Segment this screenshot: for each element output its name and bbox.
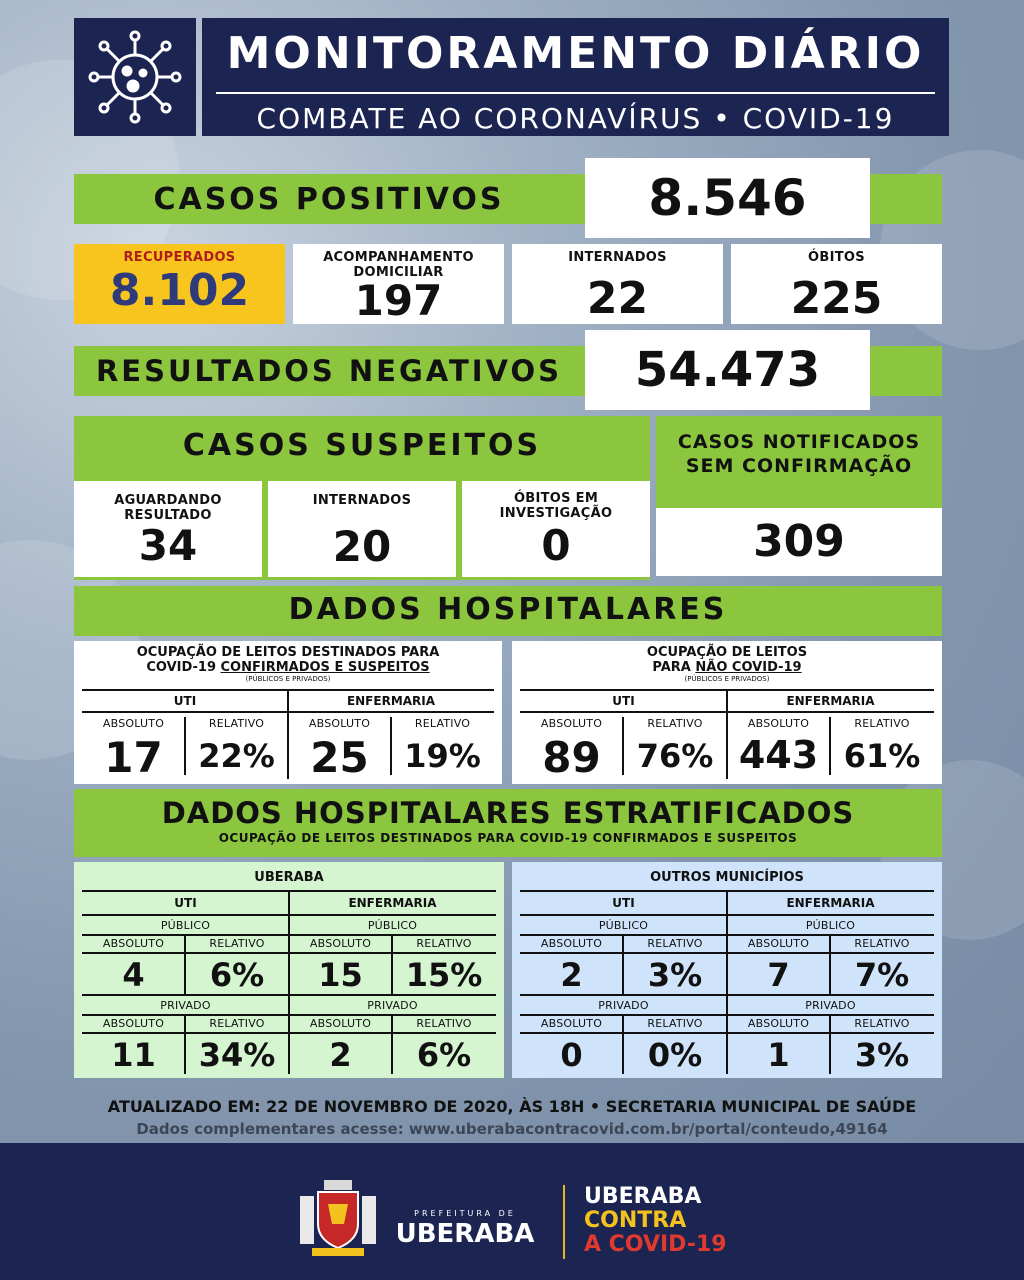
obitos-label: ÓBITOS (808, 250, 865, 265)
aguardando-value: 34 (138, 521, 198, 570)
divider (82, 914, 496, 916)
internados-value: 22 (586, 273, 649, 324)
divider (520, 711, 934, 713)
rel-label: RELATIVO (416, 937, 472, 950)
ou-enf-pub-rel: 7% (854, 956, 910, 994)
ou-uti-priv-rel: 0% (647, 1036, 703, 1074)
uberaba-table (74, 862, 504, 1078)
campaign-line-3: A COVID-19 (584, 1232, 727, 1257)
rel-label: RELATIVO (416, 1017, 472, 1030)
nao-covid-uti-abs: 89 (542, 733, 601, 782)
notificados-value-box (656, 508, 942, 576)
privado-label: PRIVADO (367, 999, 418, 1012)
divider (520, 1014, 934, 1016)
abs-label: ABSOLUTO (540, 717, 603, 730)
rel-label: RELATIVO (854, 937, 910, 950)
uberaba-wordmark: UBERABA (395, 1219, 535, 1249)
outros-title: OUTROS MUNICÍPIOS (650, 870, 804, 885)
covid-table-title: OCUPAÇÃO DE LEITOS DESTINADOS PARA COVID-19 CONFIRMADOS E SUSPEITOS (PÚBLICOS E PRIVADOS) (136, 645, 440, 683)
ub-uti-pub-rel: 6% (209, 956, 265, 994)
divider (82, 711, 494, 713)
estratificados-label: DADOS HOSPITALARES ESTRATIFICADOS (161, 796, 855, 830)
abs-label: ABSOLUTO (102, 937, 165, 950)
notificados-label: CASOS NOTIFICADOS SEM CONFIRMAÇÃO (677, 431, 921, 477)
ub-uti-priv-rel: 34% (198, 1036, 276, 1074)
abs-label: ABSOLUTO (309, 1017, 372, 1030)
obitos-card (731, 244, 942, 324)
abs-label: ABSOLUTO (309, 937, 372, 950)
ou-uti-pub-abs: 2 (560, 956, 583, 994)
rel-label: RELATIVO (647, 1017, 703, 1030)
rel-label: RELATIVO (647, 717, 703, 730)
enf-header: ENFERMARIA (786, 896, 875, 910)
ou-uti-pub-rel: 3% (647, 956, 703, 994)
negativos-value: 54.473 (634, 342, 821, 398)
coronavirus-icon (74, 18, 196, 136)
footer (0, 1143, 1024, 1280)
suspeitos-internados-label: INTERNADOS (312, 493, 412, 508)
ub-uti-pub-abs: 4 (122, 956, 145, 994)
covid-uti-rel: 22% (198, 737, 275, 775)
negativos-label: RESULTADOS NEGATIVOS (95, 354, 563, 388)
abs-label: ABSOLUTO (747, 1017, 810, 1030)
privado-label: PRIVADO (598, 999, 649, 1012)
update-text: ATUALIZADO EM: 22 DE NOVEMBRO DE 2020, ÀS 18H • SECRETARIA MUNICIPAL DE SAÚDE (107, 1097, 917, 1116)
uti-header: UTI (174, 896, 197, 910)
uti-header: UTI (173, 694, 197, 708)
nao-covid-enf-abs: 443 (738, 733, 819, 777)
covid-enf-rel: 19% (404, 737, 481, 775)
divider (82, 994, 496, 996)
rel-label: RELATIVO (414, 717, 471, 730)
prefeitura-label: PREFEITURA DE (414, 1209, 516, 1218)
abs-label: ABSOLUTO (308, 717, 371, 730)
divider (520, 914, 934, 916)
covid-enf-abs: 25 (310, 733, 369, 782)
publico-label: PÚBLICO (598, 919, 649, 932)
publico-label: PÚBLICO (367, 919, 418, 932)
page-title: MONITORAMENTO DIÁRIO (226, 28, 925, 79)
divider (520, 994, 934, 996)
rel-label: RELATIVO (647, 937, 703, 950)
obitos-investigacao-card (462, 481, 650, 577)
abs-label: ABSOLUTO (747, 717, 810, 730)
obitos-investigacao-value: 0 (541, 521, 571, 570)
recuperados-card (74, 244, 285, 324)
rel-label: RELATIVO (208, 717, 265, 730)
divider (520, 952, 934, 954)
abs-label: ABSOLUTO (102, 717, 165, 730)
ub-uti-priv-abs: 11 (111, 1036, 156, 1074)
ub-enf-pub-rel: 15% (405, 956, 483, 994)
domiciliar-label: ACOMPANHAMENTO DOMICILIAR (323, 250, 474, 280)
abs-label: ABSOLUTO (540, 1017, 603, 1030)
header-banner (202, 18, 949, 136)
suspeitos-label: CASOS SUSPEITOS (182, 428, 542, 463)
rel-label: RELATIVO (854, 1017, 910, 1030)
divider (82, 934, 496, 936)
enf-header: ENFERMARIA (786, 694, 875, 708)
obitos-value: 225 (790, 273, 883, 324)
positivos-value-box (585, 158, 870, 238)
enf-header: ENFERMARIA (348, 896, 437, 910)
publico-label: PÚBLICO (160, 919, 211, 932)
abs-label: ABSOLUTO (540, 937, 603, 950)
ou-enf-priv-rel: 3% (854, 1036, 910, 1074)
divider (82, 1032, 496, 1034)
nao-covid-uti-rel: 76% (636, 737, 714, 775)
rel-label: RELATIVO (209, 937, 265, 950)
notificados-value: 309 (753, 516, 845, 567)
privado-label: PRIVADO (160, 999, 211, 1012)
divider (216, 92, 935, 94)
uti-header: UTI (612, 896, 635, 910)
privado-label: PRIVADO (805, 999, 856, 1012)
internados-card (512, 244, 723, 324)
nao-covid-enf-rel: 61% (843, 737, 921, 775)
abs-label: ABSOLUTO (747, 937, 810, 950)
rel-label: RELATIVO (854, 717, 910, 730)
enf-header: ENFERMARIA (346, 694, 436, 708)
campaign-line-2: CONTRA (584, 1208, 687, 1233)
divider (520, 1032, 934, 1034)
uti-header: UTI (612, 694, 635, 708)
divider (82, 1014, 496, 1016)
ou-uti-priv-abs: 0 (560, 1036, 583, 1074)
covid-beds-table (74, 641, 502, 784)
positivos-label: CASOS POSITIVOS (153, 182, 505, 217)
footer-divider (563, 1185, 565, 1259)
ou-enf-pub-abs: 7 (767, 956, 790, 994)
rel-label: RELATIVO (209, 1017, 265, 1030)
nao-covid-table-title: OCUPAÇÃO DE LEITOS PARA NÃO COVID-19 (PÚBLICOS E PRIVADOS) (646, 645, 808, 683)
ub-enf-priv-abs: 2 (329, 1036, 352, 1074)
covid-uti-abs: 17 (104, 733, 163, 782)
ub-enf-priv-rel: 6% (416, 1036, 472, 1074)
aguardando-label: AGUARDANDO RESULTADO (114, 493, 222, 523)
internados-label: INTERNADOS (568, 250, 667, 265)
campaign-line-1: UBERABA (584, 1184, 702, 1209)
abs-label: ABSOLUTO (102, 1017, 165, 1030)
outros-table (512, 862, 942, 1078)
suspeitos-internados-card (268, 481, 456, 577)
estratificados-subtitle: OCUPAÇÃO DE LEITOS DESTINADOS PARA COVID-19 CONFIRMADOS E SUSPEITOS (218, 831, 798, 845)
recuperados-label: RECUPERADOS (123, 250, 236, 265)
obitos-investigacao-label: ÓBITOS EM INVESTIGAÇÃO (499, 491, 613, 521)
nao-covid-beds-table (512, 641, 942, 784)
domiciliar-value: 197 (354, 276, 443, 325)
ou-enf-priv-abs: 1 (767, 1036, 790, 1074)
info-link[interactable]: Dados complementares acesse: www.uberabacontracovid.com.br/portal/conteudo,49164 (136, 1120, 888, 1138)
domiciliar-card (293, 244, 504, 324)
ub-enf-pub-abs: 15 (318, 956, 363, 994)
recuperados-value: 8.102 (109, 265, 250, 316)
suspeitos-internados-value: 20 (332, 522, 392, 571)
uberaba-title: UBERABA (254, 870, 324, 885)
coat-of-arms-logo (296, 1178, 380, 1258)
divider (520, 934, 934, 936)
aguardando-card (74, 481, 262, 577)
positivos-value: 8.546 (648, 169, 807, 227)
hospitalares-label: DADOS HOSPITALARES (288, 592, 728, 627)
divider (82, 952, 496, 954)
publico-label: PÚBLICO (805, 919, 856, 932)
page-subtitle: COMBATE AO CORONAVÍRUS • COVID-19 (256, 102, 895, 135)
negativos-value-box (585, 330, 870, 410)
